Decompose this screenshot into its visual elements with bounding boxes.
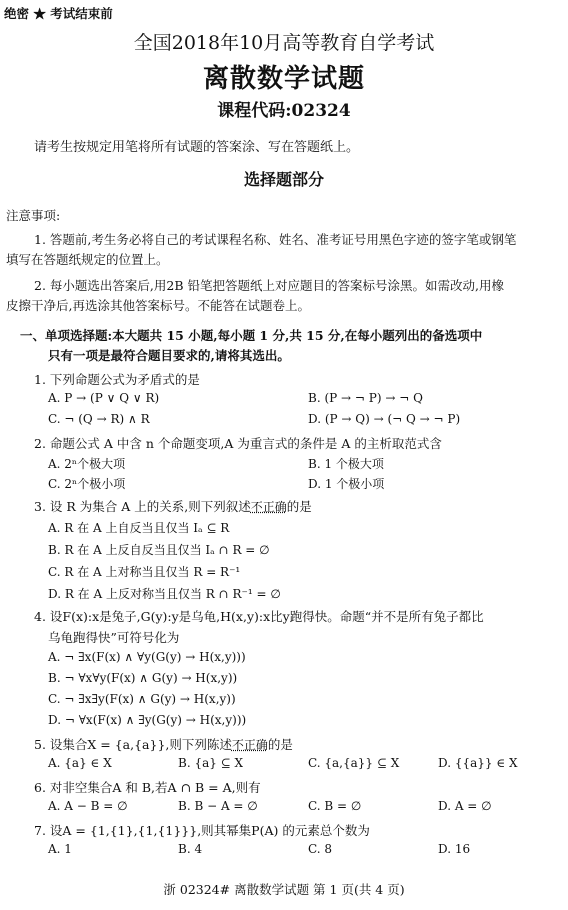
section-title: 选择题部分	[243, 170, 324, 189]
q7-option-d: D. 16	[438, 842, 471, 856]
q3-option-d: D. R 在 A 上反对称当且仅当 R ∩ R⁻¹ = ∅	[48, 587, 281, 601]
q2-option-c: C. 2ⁿ个极小项	[48, 477, 126, 491]
q5-option-b: B. {a} ⊆ X	[178, 756, 244, 770]
notice-item-2: 2. 每小题选出答案后,用2B 铅笔把答题纸上对应题目的答案标号涂黑。如需改动,用橡	[34, 278, 504, 293]
notice-item-1: 1. 答题前,考生务必将自己的考试课程名称、姓名、准考证号用黑色字迹的签字笔或钢笔	[34, 232, 517, 247]
q6-option-c: C. B = ∅	[308, 799, 362, 813]
question-5	[34, 735, 293, 753]
q5-stem-pre: 5. 设集合X = {a,{a}},则下列陈述	[34, 737, 232, 752]
q3-option-b: B. R 在 A 上反自反当且仅当 Iₐ ∩ R = ∅	[48, 543, 270, 557]
notice-item-2-cont: 皮擦干净后,再选涂其他答案标号。不能答在试题卷上。	[6, 298, 310, 313]
q5-stem-post: 的是	[267, 737, 293, 752]
q5-option-a: A. {a} ∈ X	[48, 756, 112, 770]
q7-option-b: B. 4	[178, 842, 203, 856]
question-6: 6. 对非空集合A 和 B,若A ∩ B = A,则有	[34, 780, 261, 795]
q3-option-c: C. R 在 A 上对称当且仅当 R = R⁻¹	[48, 565, 241, 579]
q6-option-b: B. B − A = ∅	[178, 799, 258, 813]
q1-option-a: A. P → (P ∨ Q ∨ R)	[48, 391, 160, 405]
paper-title: 离散数学试题	[202, 64, 365, 94]
q4-option-c: C. ¬ ∃x∃y(F(x) ∧ G(y) → H(x,y))	[48, 692, 236, 706]
q4-option-b: B. ¬ ∀x∀y(F(x) ∧ G(y) → H(x,y))	[48, 671, 238, 685]
exam-title: 全国2018年10月高等教育自学考试	[133, 32, 435, 54]
q1-option-c: C. ¬ (Q → R) ∧ R	[48, 412, 150, 426]
q1-option-d: D. (P → Q) → (¬ Q → ¬ P)	[308, 412, 461, 426]
q3-emphasis: 不正确	[250, 500, 287, 514]
q2-option-d: D. 1 个极小项	[308, 477, 385, 491]
question-4: 4. 设F(x):x是兔子,G(y):y是乌龟,H(x,y):x比y跑得快。命题“并不是所有兔子都比	[34, 609, 484, 624]
intro-text: 请考生按规定用笔将所有试题的答案涂、写在答题纸上。	[34, 140, 360, 155]
page-footer: 浙 02324# 离散数学试题 第 1 页(共 4 页)	[163, 882, 405, 897]
q5-option-c: C. {a,{a}} ⊆ X	[308, 756, 400, 770]
course-code: 课程代码:02324	[217, 101, 351, 121]
q3-option-a: A. R 在 A 上自反当且仅当 Iₐ ⊆ R	[48, 521, 230, 535]
question-2: 2. 命题公式 A 中含 n 个命题变项,A 为重言式的条件是 A 的主析取范式含	[34, 436, 442, 451]
q4-option-d: D. ¬ ∀x(F(x) ∧ ∃y(G(y) → H(x,y)))	[48, 713, 247, 727]
q3-stem-post: 的是	[286, 499, 312, 514]
confidential-label: 绝密 ★ 考试结束前	[4, 6, 113, 21]
question-3	[34, 497, 312, 515]
question-7: 7. 设A = {1,{1},{1,{1}}},则其幂集P(A) 的元素总个数为	[34, 823, 370, 838]
notice-title: 注意事项:	[6, 208, 61, 223]
q1-option-b: B. (P → ¬ P) → ¬ Q	[308, 391, 423, 405]
notice-item-1-cont: 填写在答题纸规定的位置上。	[6, 252, 169, 267]
q5-option-d: D. {{a}} ∈ X	[438, 756, 518, 770]
q2-option-b: B. 1 个极大项	[308, 457, 384, 471]
part-heading: 一、单项选择题:本大题共 15 小题,每小题 1 分,共 15 分,在每小题列出的备选项中	[20, 328, 483, 343]
q5-emphasis: 不正确	[231, 738, 268, 752]
q3-stem-pre: 3. 设 R 为集合 A 上的关系,则下列叙述	[34, 499, 251, 514]
q6-option-d: D. A = ∅	[438, 799, 492, 813]
q4-option-a: A. ¬ ∃x(F(x) ∧ ∀y(G(y) → H(x,y)))	[48, 650, 246, 664]
q7-option-a: A. 1	[48, 842, 72, 856]
part-heading-cont: 只有一项是最符合题目要求的,请将其选出。	[48, 348, 290, 363]
q2-option-a: A. 2ⁿ个极大项	[48, 457, 126, 471]
q6-option-a: A. A − B = ∅	[48, 799, 128, 813]
question-1: 1. 下列命题公式为矛盾式的是	[34, 372, 200, 387]
question-4-cont: 乌龟跑得快”可符号化为	[48, 630, 180, 645]
q7-option-c: C. 8	[308, 842, 333, 856]
